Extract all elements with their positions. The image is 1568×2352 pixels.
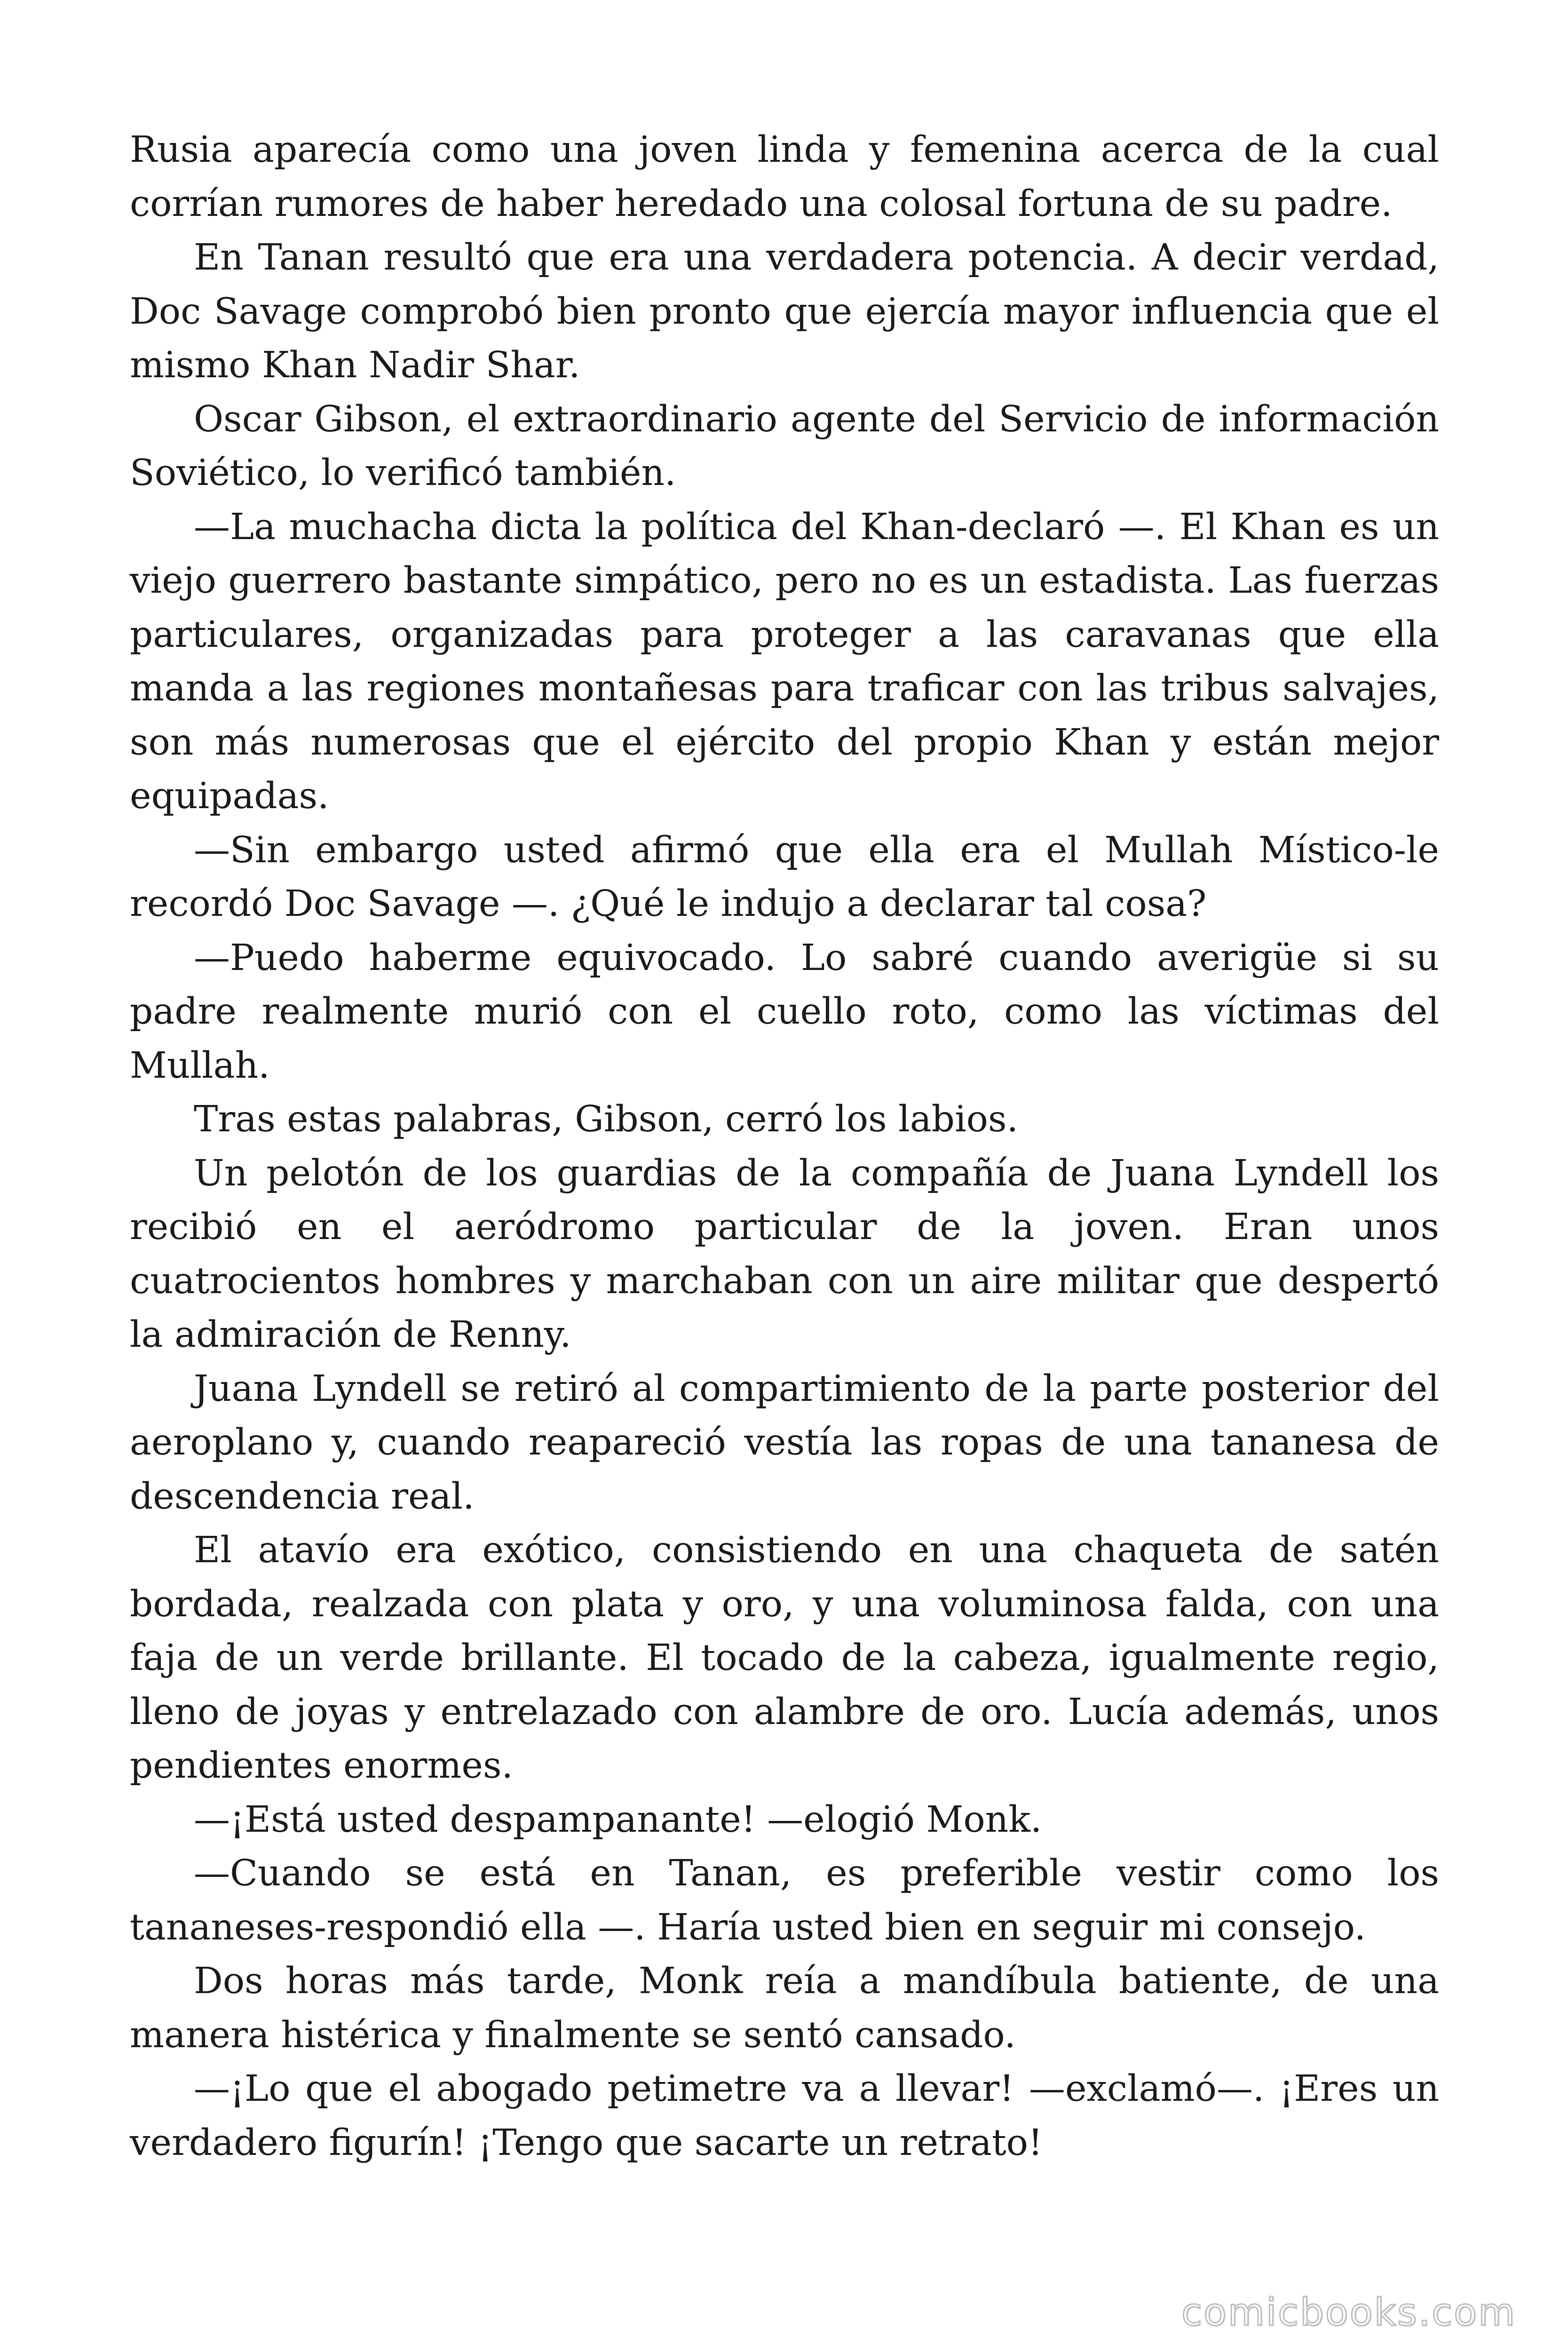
paragraph: —Cuando se está en Tanan, es preferible vestir como los tananeses-respondió ella —. Haría usted bien en seguir mi consejo. bbox=[130, 1852, 1439, 1948]
paragraph: Juana Lyndell se retiró al compartimiento de la parte posterior del aeroplano y, cuando reapareció vestía las ropas de una tananesa de descendencia real. bbox=[130, 1367, 1439, 1518]
paragraph: Dos horas más tarde, Monk reía a mandíbula batiente, de una manera histérica y finalmente se sentó cansado. bbox=[130, 1960, 1439, 2056]
paragraph: —Puedo haberme equivocado. Lo sabré cuando averigüe si su padre realmente murió con el cuello roto, como las víctimas del Mullah. bbox=[130, 937, 1439, 1087]
paragraph: —La muchacha dicta la política del Khan-declaró —. El Khan es un viejo guerrero bastante simpático, pero no es un estadista. Las fuerzas particulares, organizadas para proteger a las caravanas que ella manda a las regiones montañesas para traficar con las tribus salvajes, son más numerosas que el ejército del propio Khan y están mejor equipadas. bbox=[130, 506, 1439, 817]
paragraph: Un pelotón de los guardias de la compañía de Juana Lyndell los recibió en el aeródromo particular de la joven. Eran unos cuatrocientos hombres y marchaban con un aire militar que despertó la admiración de Renny. bbox=[130, 1152, 1439, 1356]
paragraph: —¡Lo que el abogado petimetre va a llevar! —exclamó—. ¡Eres un verdadero figurín! ¡Tengo que sacarte un retrato! bbox=[130, 2068, 1439, 2164]
paragraph: —¡Está usted despampanante! —elogió Monk. bbox=[194, 1798, 1042, 1841]
page-text bbox=[130, 123, 1439, 2170]
paragraph: Oscar Gibson, el extraordinario agente del Servicio de información Soviético, lo verificó también. bbox=[130, 398, 1439, 494]
paragraph: En Tanan resultó que era una verdadera potencia. A decir verdad, Doc Savage comprobó bien pronto que ejercía mayor influencia que el mismo Khan Nadir Shar. bbox=[130, 237, 1439, 386]
paragraph: Rusia aparecía como una joven linda y femenina acerca de la cual corrían rumores de haber heredado una colosal fortuna de su padre. bbox=[130, 129, 1439, 225]
paragraph: —Sin embargo usted afirmó que ella era el Mullah Místico-le recordó Doc Savage —. ¿Qué le indujo a declarar tal cosa? bbox=[130, 829, 1439, 925]
paragraph: Tras estas palabras, Gibson, cerró los labios. bbox=[194, 1098, 1018, 1140]
paragraph: El atavío era exótico, consistiendo en una chaqueta de satén bordada, realzada con plata y oro, y una voluminosa falda, con una faja de un verde brillante. El tocado de la cabeza, igualmente regio, lleno de joyas y entrelazado con alambre de oro. Lucía además, unos pendientes enormes. bbox=[130, 1529, 1439, 1787]
watermark: comicbooks.com bbox=[1181, 2290, 1516, 2334]
